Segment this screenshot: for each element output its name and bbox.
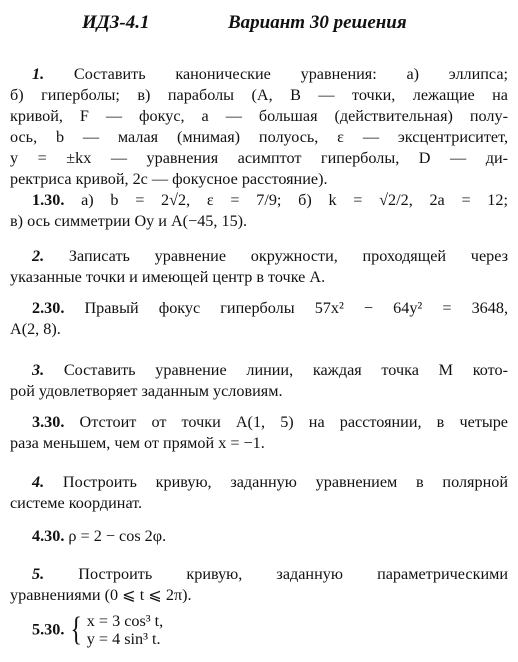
task-3-30 [10,412,508,454]
task-4-line-1 [10,472,508,493]
task-1-30-line-1 [10,190,508,211]
task-3-number: 3. [32,361,45,379]
task-5-30-number: 5.30. [32,620,65,639]
task-3-30-text-1: Отстоит от точки A(1, 5) на расстоянии, в четыре [79,413,508,431]
task-5-30 [10,612,508,648]
task-3-line-1 [10,360,508,381]
task-3-30-line-1 [10,412,508,433]
variant-title: Вариант 30 решения [228,12,407,33]
task-1-30-text-1: а) b = 2√2, ε = 7/9; б) k = √2/2, 2a = 12; [81,191,508,209]
task-5-line-1 [10,564,508,585]
task-5-line-2: уравнениями (0 ⩽ t ⩽ 2π). [10,586,192,604]
task-2 [10,246,508,288]
task-1-line-1 [10,64,508,85]
task-1-line-5: y = ±kx — уравнения асимптот гиперболы, D — ди- [10,149,508,167]
task-3-line-2: рой удовлетворяет заданным условиям. [10,382,283,400]
task-4-30 [10,526,508,547]
task-1-line-6: ректриса кривой, 2c — фокусное расстояние). [10,170,328,188]
task-1-line-3: кривой, F — фокус, a — большая (действительная) полу- [10,107,508,125]
task-1-line-2: б) гиперболы; в) параболы (A, B — точки, лежащие на [10,86,508,104]
task-2-30-line-2: A(2, 8). [10,320,61,338]
task-4-line-2: системе координат. [10,494,143,512]
task-4-30-line-1 [10,526,508,547]
system-brace: { [70,611,83,648]
task-2-line-1 [10,246,508,267]
task-4-text-1: Построить кривую, заданную уравнением в полярной [62,473,509,491]
task-4 [10,472,508,514]
task-1-30-line-2: в) ось симметрии Oy и A(−45, 15). [10,212,248,230]
task-4-30-formula: ρ = 2 − cos 2φ. [68,527,167,545]
task-1-30 [10,190,508,232]
parametric-eq-y: y = 4 sin³ t. [86,630,161,648]
task-3-text-1: Составить уравнение линии, каждая точка M кото- [63,361,509,379]
parametric-eq-x: x = 3 cos³ t, [86,612,164,630]
task-3-30-number: 3.30. [32,413,65,431]
task-2-line-2: указанные точки и имеющей центр в точке A. [10,268,326,286]
task-1-text-1: Составить канонические уравнения: а) эллипса; [73,65,508,83]
task-5-30-line-1 [10,612,508,648]
task-1-number: 1. [32,65,45,83]
task-3-30-line-2: раза меньшем, чем от прямой x = −1. [10,434,265,452]
task-5-text-1: Построить кривую, заданную параметрическими [78,565,509,583]
task-2-number: 2. [32,247,45,265]
task-2-30-text-1: Правый фокус гиперболы 57x² − 64y² = 3648, [84,299,508,317]
document-header [0,10,518,38]
task-3 [10,360,508,402]
task-2-30-line-1 [10,298,508,319]
task-2-30 [10,298,508,340]
task-5 [10,564,508,606]
assignment-code: ИДЗ-4.1 [82,12,150,33]
task-5-number: 5. [32,565,45,583]
task-2-text-1: Записать уравнение окружности, проходящей через [68,247,508,265]
task-1-30-number: 1.30. [32,191,65,209]
task-4-30-number: 4.30. [32,527,65,545]
parametric-system [87,612,163,648]
task-4-number: 4. [32,473,45,491]
task-2-30-number: 2.30. [32,299,65,317]
task-1-line-4: ось, b — малая (мнимая) полуось, ε — эксцентриситет, [10,128,508,146]
task-1 [10,64,508,190]
